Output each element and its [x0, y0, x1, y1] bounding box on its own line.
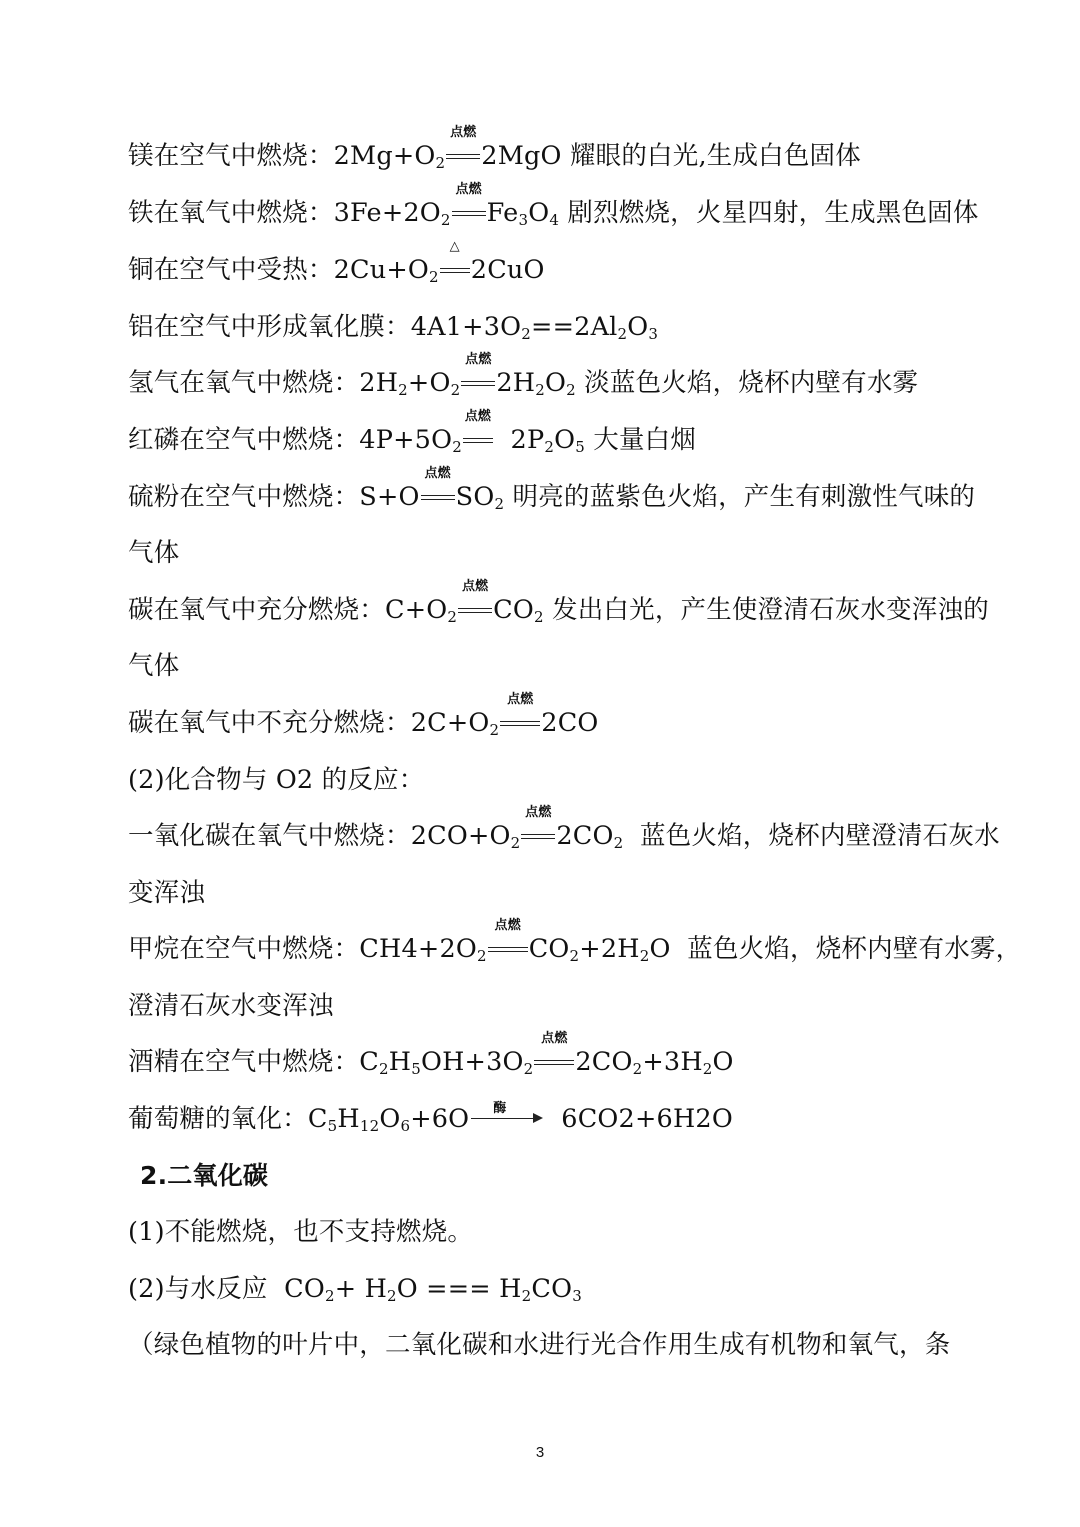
reaction-condition	[488, 918, 528, 965]
line-text: 蓝色火焰，烧杯内壁澄清石灰水	[623, 821, 1000, 851]
line-text: 2.二氧化碳	[140, 1161, 269, 1190]
condition-label: 点燃	[450, 125, 477, 140]
line-text: （绿色植物的叶片中，二氧化碳和水进行光合作用生成有机物和氧气，条	[128, 1330, 951, 1360]
subscript: 2	[324, 1287, 335, 1305]
line-text: +2H	[579, 934, 640, 964]
line-text: 酒精在空气中燃烧：C	[128, 1047, 380, 1077]
reaction-condition	[463, 409, 493, 456]
line-text: O	[544, 368, 567, 398]
subscript: 2	[387, 1287, 397, 1305]
subscript: 2	[569, 947, 580, 965]
text-line	[128, 1329, 958, 1361]
reaction-condition	[521, 805, 555, 852]
line-text: 2CuO	[470, 255, 545, 285]
subscript: 2	[521, 1287, 532, 1305]
subscript: 2	[494, 495, 505, 513]
line-text: 澄清石灰水变浑浊	[128, 991, 334, 1021]
text-line	[128, 1216, 958, 1248]
line-text: O	[554, 425, 576, 455]
line-text: + H	[334, 1274, 388, 1304]
subscript: 2	[535, 381, 545, 399]
reaction-line-cu	[128, 239, 958, 286]
subscript: 2	[533, 608, 544, 626]
line-text: 2CO	[541, 708, 599, 738]
line-text: CO	[531, 1274, 573, 1304]
subscript: 2	[702, 1060, 713, 1078]
subscript: 2	[440, 211, 451, 229]
line-text: 铁在氧气中燃烧：3Fe+2O	[128, 198, 441, 228]
subscript: 2	[489, 721, 500, 739]
reaction-condition	[452, 182, 486, 229]
reaction-line-s	[128, 466, 976, 513]
line-text: 气体	[128, 651, 180, 681]
reaction-line-h2	[128, 352, 958, 399]
condition-label: 点燃	[455, 182, 482, 197]
subscript: 2	[510, 834, 521, 852]
line-text: 铝在空气中形成氧化膜：4A1+3O	[128, 312, 522, 342]
line-text: (1)不能燃烧，也不支持燃烧。	[128, 1217, 474, 1247]
line-text: OH+3O	[420, 1047, 524, 1077]
line-text: 2MgO 耀眼的白光,生成白色固体	[481, 141, 861, 171]
reaction-line-ch4	[128, 918, 1022, 965]
section-heading	[140, 1160, 970, 1192]
line-text: O	[712, 1047, 734, 1077]
line-text: 氢气在氧气中燃烧：2H	[128, 368, 399, 398]
line-text: O === H	[396, 1274, 522, 1304]
line-text: 葡萄糖的氧化：C	[128, 1104, 328, 1134]
reaction-condition	[458, 579, 492, 626]
subscript: 2	[632, 1060, 643, 1078]
subscript: 2	[639, 947, 650, 965]
subscript: 2	[523, 1060, 534, 1078]
line-text: 铜在空气中受热：2Cu+O	[128, 255, 430, 285]
subscript: 2	[617, 325, 628, 343]
condition-label: 点燃	[461, 579, 489, 594]
line-text: +6O	[410, 1104, 470, 1134]
line-text: 硫粉在空气中燃烧：S+O	[128, 482, 420, 512]
subscript: 2	[544, 438, 555, 456]
condition-label: 点燃	[541, 1031, 568, 1046]
subscript: 3	[518, 211, 529, 229]
line-text: ==2Al	[531, 312, 618, 342]
line-text: 发出白光，产生使澄清石灰水变浑浊的	[543, 595, 989, 625]
reaction-line-c-full	[128, 579, 989, 626]
line-text: H	[388, 1047, 412, 1077]
reaction-line-c-partial	[128, 692, 958, 739]
subscript: 2	[521, 325, 532, 343]
line-text: 变浑浊	[128, 878, 206, 908]
subscript: 2	[613, 834, 624, 852]
subscript: 5	[327, 1117, 338, 1135]
subscript: 2	[435, 154, 446, 172]
line-text: CO	[493, 595, 534, 625]
condition-label: △	[449, 239, 460, 254]
reaction-condition	[440, 239, 470, 286]
line-text: 剧烈燃烧，火星四射，生成黑色固体	[559, 198, 979, 228]
line-text: (2)化合物与 O2 的反应：	[128, 765, 425, 795]
line-text: 甲烷在空气中燃烧：CH4+2O	[128, 934, 477, 964]
line-text: 大量白烟	[584, 425, 697, 455]
line-text: O	[379, 1104, 401, 1134]
subscript: 2	[398, 381, 408, 399]
subscript: 2	[429, 268, 439, 286]
reaction-condition	[500, 692, 540, 739]
line-text: 镁在空气中燃烧：2Mg+O	[128, 141, 436, 171]
reaction-line-co2-water	[128, 1273, 958, 1305]
reaction-condition	[461, 352, 495, 399]
condition-label: 点燃	[424, 466, 451, 481]
line-text: H	[337, 1104, 360, 1134]
line-text: 气体	[128, 538, 180, 568]
continuation-line	[128, 990, 958, 1022]
line-text: SO	[455, 482, 495, 512]
subscript: 4	[549, 211, 560, 229]
reaction-condition	[421, 466, 455, 513]
reaction-line-p	[128, 409, 958, 456]
subscript: 2	[476, 947, 487, 965]
condition-label: 点燃	[507, 692, 534, 707]
reaction-condition	[534, 1031, 574, 1078]
condition-label: 点燃	[525, 805, 552, 820]
reaction-condition	[446, 125, 480, 172]
continuation-line	[128, 537, 958, 569]
line-text: CO	[528, 934, 570, 964]
line-text: (2)与水反应 CO	[128, 1274, 325, 1304]
line-text: O	[627, 312, 649, 342]
line-text: 2CO	[556, 821, 614, 851]
arrow-label: 酶	[493, 1101, 507, 1116]
subscript: 2	[450, 381, 461, 399]
subscript: 3	[648, 325, 659, 343]
line-text: 碳在氧气中充分燃烧：C+O	[128, 595, 448, 625]
line-text: 2CO	[575, 1047, 633, 1077]
line-text: +3H	[642, 1047, 703, 1077]
subscript: 6	[400, 1117, 411, 1135]
condition-label: 点燃	[465, 352, 492, 367]
line-text: 红磷在空气中燃烧：4P+5O	[128, 425, 453, 455]
line-text: 碳在氧气中不充分燃烧：2C+O	[128, 708, 490, 738]
condition-label: 点燃	[494, 918, 521, 933]
subscript: 2	[379, 1060, 389, 1078]
reaction-line-mg	[128, 125, 958, 172]
continuation-line	[128, 650, 958, 682]
subsection-heading	[128, 764, 958, 796]
line-text: O	[528, 198, 550, 228]
reaction-line-glucose	[128, 1103, 958, 1135]
page-number: 3	[535, 1444, 545, 1461]
reaction-line-fe	[128, 182, 979, 229]
subscript: 2	[452, 438, 462, 456]
reaction-line-ethanol	[128, 1031, 958, 1078]
reaction-line-al	[128, 311, 958, 343]
line-text: Fe	[486, 198, 519, 228]
continuation-line	[128, 877, 958, 909]
condition-label: 点燃	[464, 409, 492, 424]
subscript: 5	[411, 1060, 421, 1078]
subscript: 3	[572, 1287, 582, 1305]
line-text: +O	[407, 368, 451, 398]
subscript: 12	[359, 1117, 380, 1135]
reaction-line-co	[128, 805, 1000, 852]
line-text: 2H	[496, 368, 536, 398]
reaction-arrow	[471, 1101, 543, 1127]
line-text: 2P	[493, 425, 545, 455]
line-text: 6CO2+6H2O	[561, 1104, 733, 1134]
line-text: 一氧化碳在氧气中燃烧：2CO+O	[128, 821, 511, 851]
line-text: 明亮的蓝紫色火焰，产生有刺激性气味的	[504, 482, 976, 512]
subscript: 2	[447, 608, 458, 626]
subscript: 5	[575, 438, 585, 456]
line-text: O 蓝色火焰，烧杯内壁有水雾，	[649, 934, 1022, 964]
subscript: 2	[566, 381, 576, 399]
line-text: 淡蓝色火焰，烧杯内壁有水雾	[575, 368, 919, 398]
